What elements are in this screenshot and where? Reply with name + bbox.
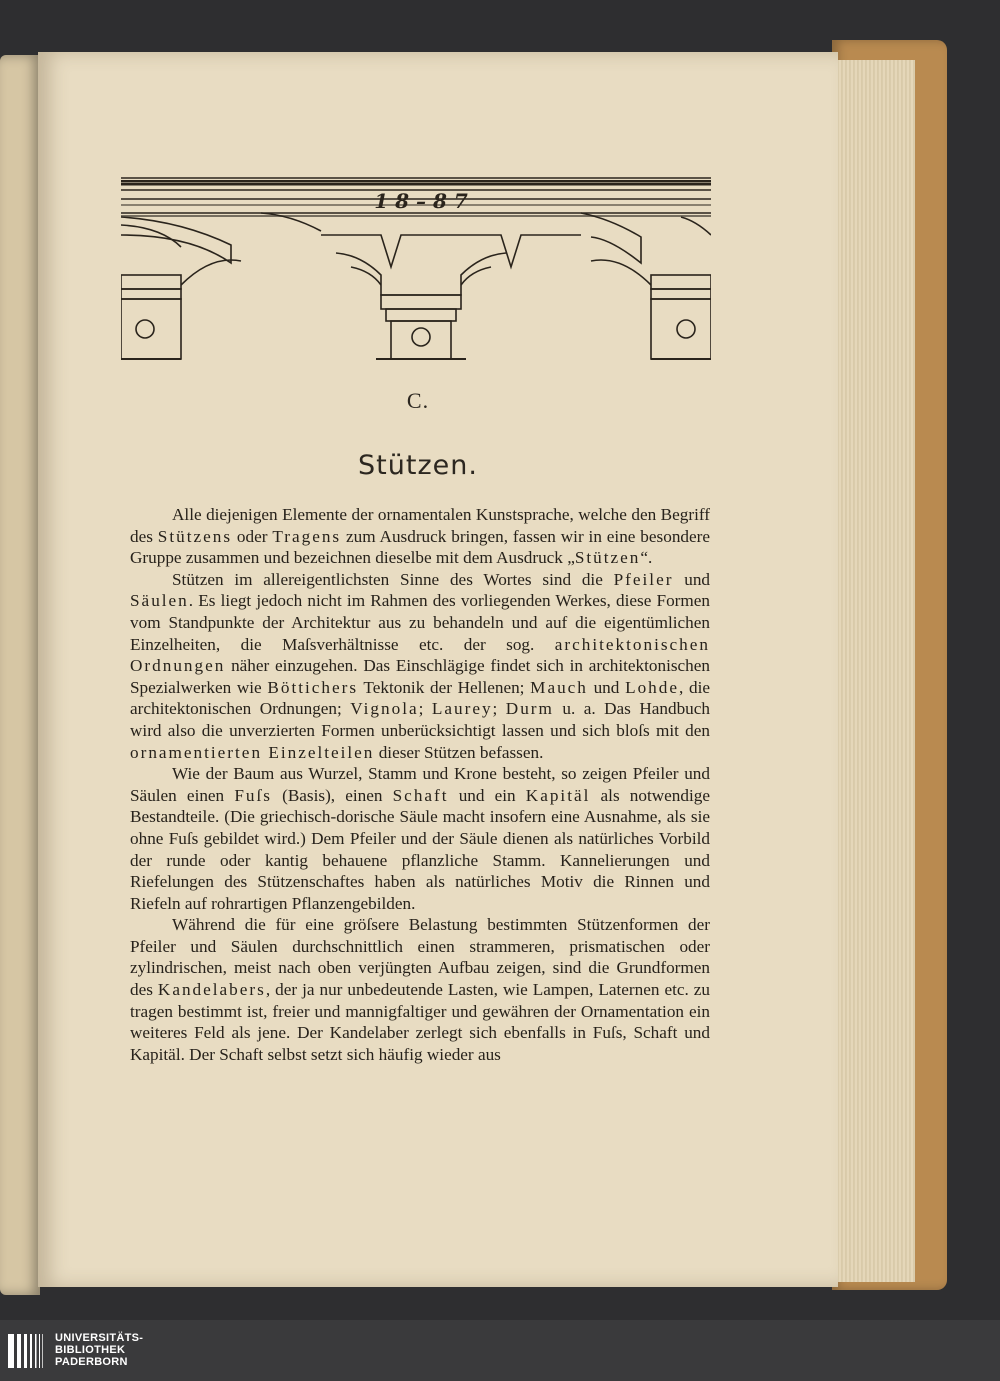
paragraph [130,763,710,914]
logo-line-3: PADERBORN [55,1356,128,1368]
library-logo-icon [8,1332,52,1372]
spaced-term: Kandelabers [157,980,266,1000]
body-text [130,504,710,1065]
library-logo-text [55,1332,143,1368]
text-run: Während die für eine gröſsere Belastung bestimmten Stützenformen der Pfeiler und Säulen durchschnittlich einen strammeren, prismatischen oder zylindrischen, meist nach oben verjüngten Aufbau zeigen, sind die Grundformen des [130,915,710,1000]
spaced-term: Tragens [272,526,342,546]
spaced-term: Pfeiler [613,569,674,589]
spaced-term: Mauch [530,677,588,697]
text-run: u. a. Das Handbuch wird also die unverzierten Formen unberücksichtigt lassen und sich bloſs mit den [130,699,710,740]
text-run: , die architektonischen Ordnungen; [130,677,710,719]
paragraph [130,914,710,1065]
text-run: Wie der Baum aus Wurzel, Stamm und Krone besteht, so zeigen Pfeiler und Säulen einen [130,764,710,805]
left-page-edge [0,55,40,1295]
text-run: ; [418,699,432,719]
spaced-term: Säulen [130,591,189,611]
spaced-term: Vignola [350,699,419,719]
page-edges [835,60,915,1282]
text-run: Alle diejenigen Elemente der ornamentalen Kunstsprache, welche den Begriff des [130,505,710,546]
ornament-inscription: 1 8 – 8 7 [374,189,468,213]
book-page [38,52,838,1287]
text-run: ; [492,699,506,719]
spaced-term: Durm [505,699,554,719]
spaced-term: Lohde [625,677,679,697]
logo-line-2: BIBLIOTHEK [55,1344,126,1356]
text-run: und [673,569,711,589]
spaced-term: Schaft [392,785,449,805]
paragraph [130,569,710,763]
spaced-term: Fuſs [234,785,272,805]
paragraph [130,504,710,569]
text-run: als notwendige Bestandteile. (Die griechisch-dorische Säule macht insofern eine Ausnahme, als sie ohne Fuſs gebildet wird.) Dem Pfeiler und der Säule dienen als natürliches Vorbild der runde oder kantig behauene pflanzliche Stamm. Kannelierungen und Riefelungen des Stützenschaftes haben als natürliches Motiv die Rinnen und Riefeln auf rohrartigen Pflanzengebilden. [130,785,710,913]
text-run: zum Ausdruck bringen, fassen wir in eine besondere Gruppe zusammen und bezeichnen dieselbe mit dem Ausdruck „ [130,526,710,568]
spaced-term: Stützen [574,548,641,568]
library-footer [0,1320,1000,1381]
text-run: und [587,677,626,697]
page-title: Stützen. [358,450,478,481]
text-run: (Basis), einen [271,785,393,805]
spaced-term: Böttichers [267,677,359,697]
text-run: Tektonik der Hellenen; [358,677,531,697]
ornament-frieze [121,175,711,365]
text-run: . Es liegt jedoch nicht im Rahmen des vorliegenden Werkes, diese Formen vom Standpunkte der Architektur aus zu behandeln und auf die eigentümlichen Einzelheiten, die Maſsverhältnisse etc. der sog. [130,591,710,654]
spaced-term: Stützens [157,526,233,546]
text-run: oder [232,526,273,546]
spaced-term: architektonischen Ordnungen [130,634,710,676]
spaced-term: Kapitäl [525,785,591,805]
spaced-term: Laurey [431,699,493,719]
text-run: näher einzugehen. Das Einschlägige findet sich in architektonischen Spezialwerken wie [130,656,710,697]
text-run: und ein [448,785,526,805]
text-run: , der ja nur unbedeutende Lasten, wie Lampen, Laternen etc. zu tragen bestimmt ist, freier und mannigfaltiger und gewähren der Ornamentation ein weiteres Feld als jene. Der Kandelaber zerlegt sich ebenfalls in Fuſs, Schaft und Kapitäl. Der Schaft selbst setzt sich häufig wieder aus [130,980,710,1064]
section-letter: C. [406,388,430,413]
text-run: Stützen im allereigentlichsten Sinne des Wortes sind die [172,569,614,589]
spaced-term: ornamentierten Einzelteilen [130,742,375,762]
logo-line-1: UNIVERSITÄTS- [55,1332,144,1344]
text-run: dieser Stützen befassen. [374,742,544,762]
text-run: “. [640,548,653,568]
